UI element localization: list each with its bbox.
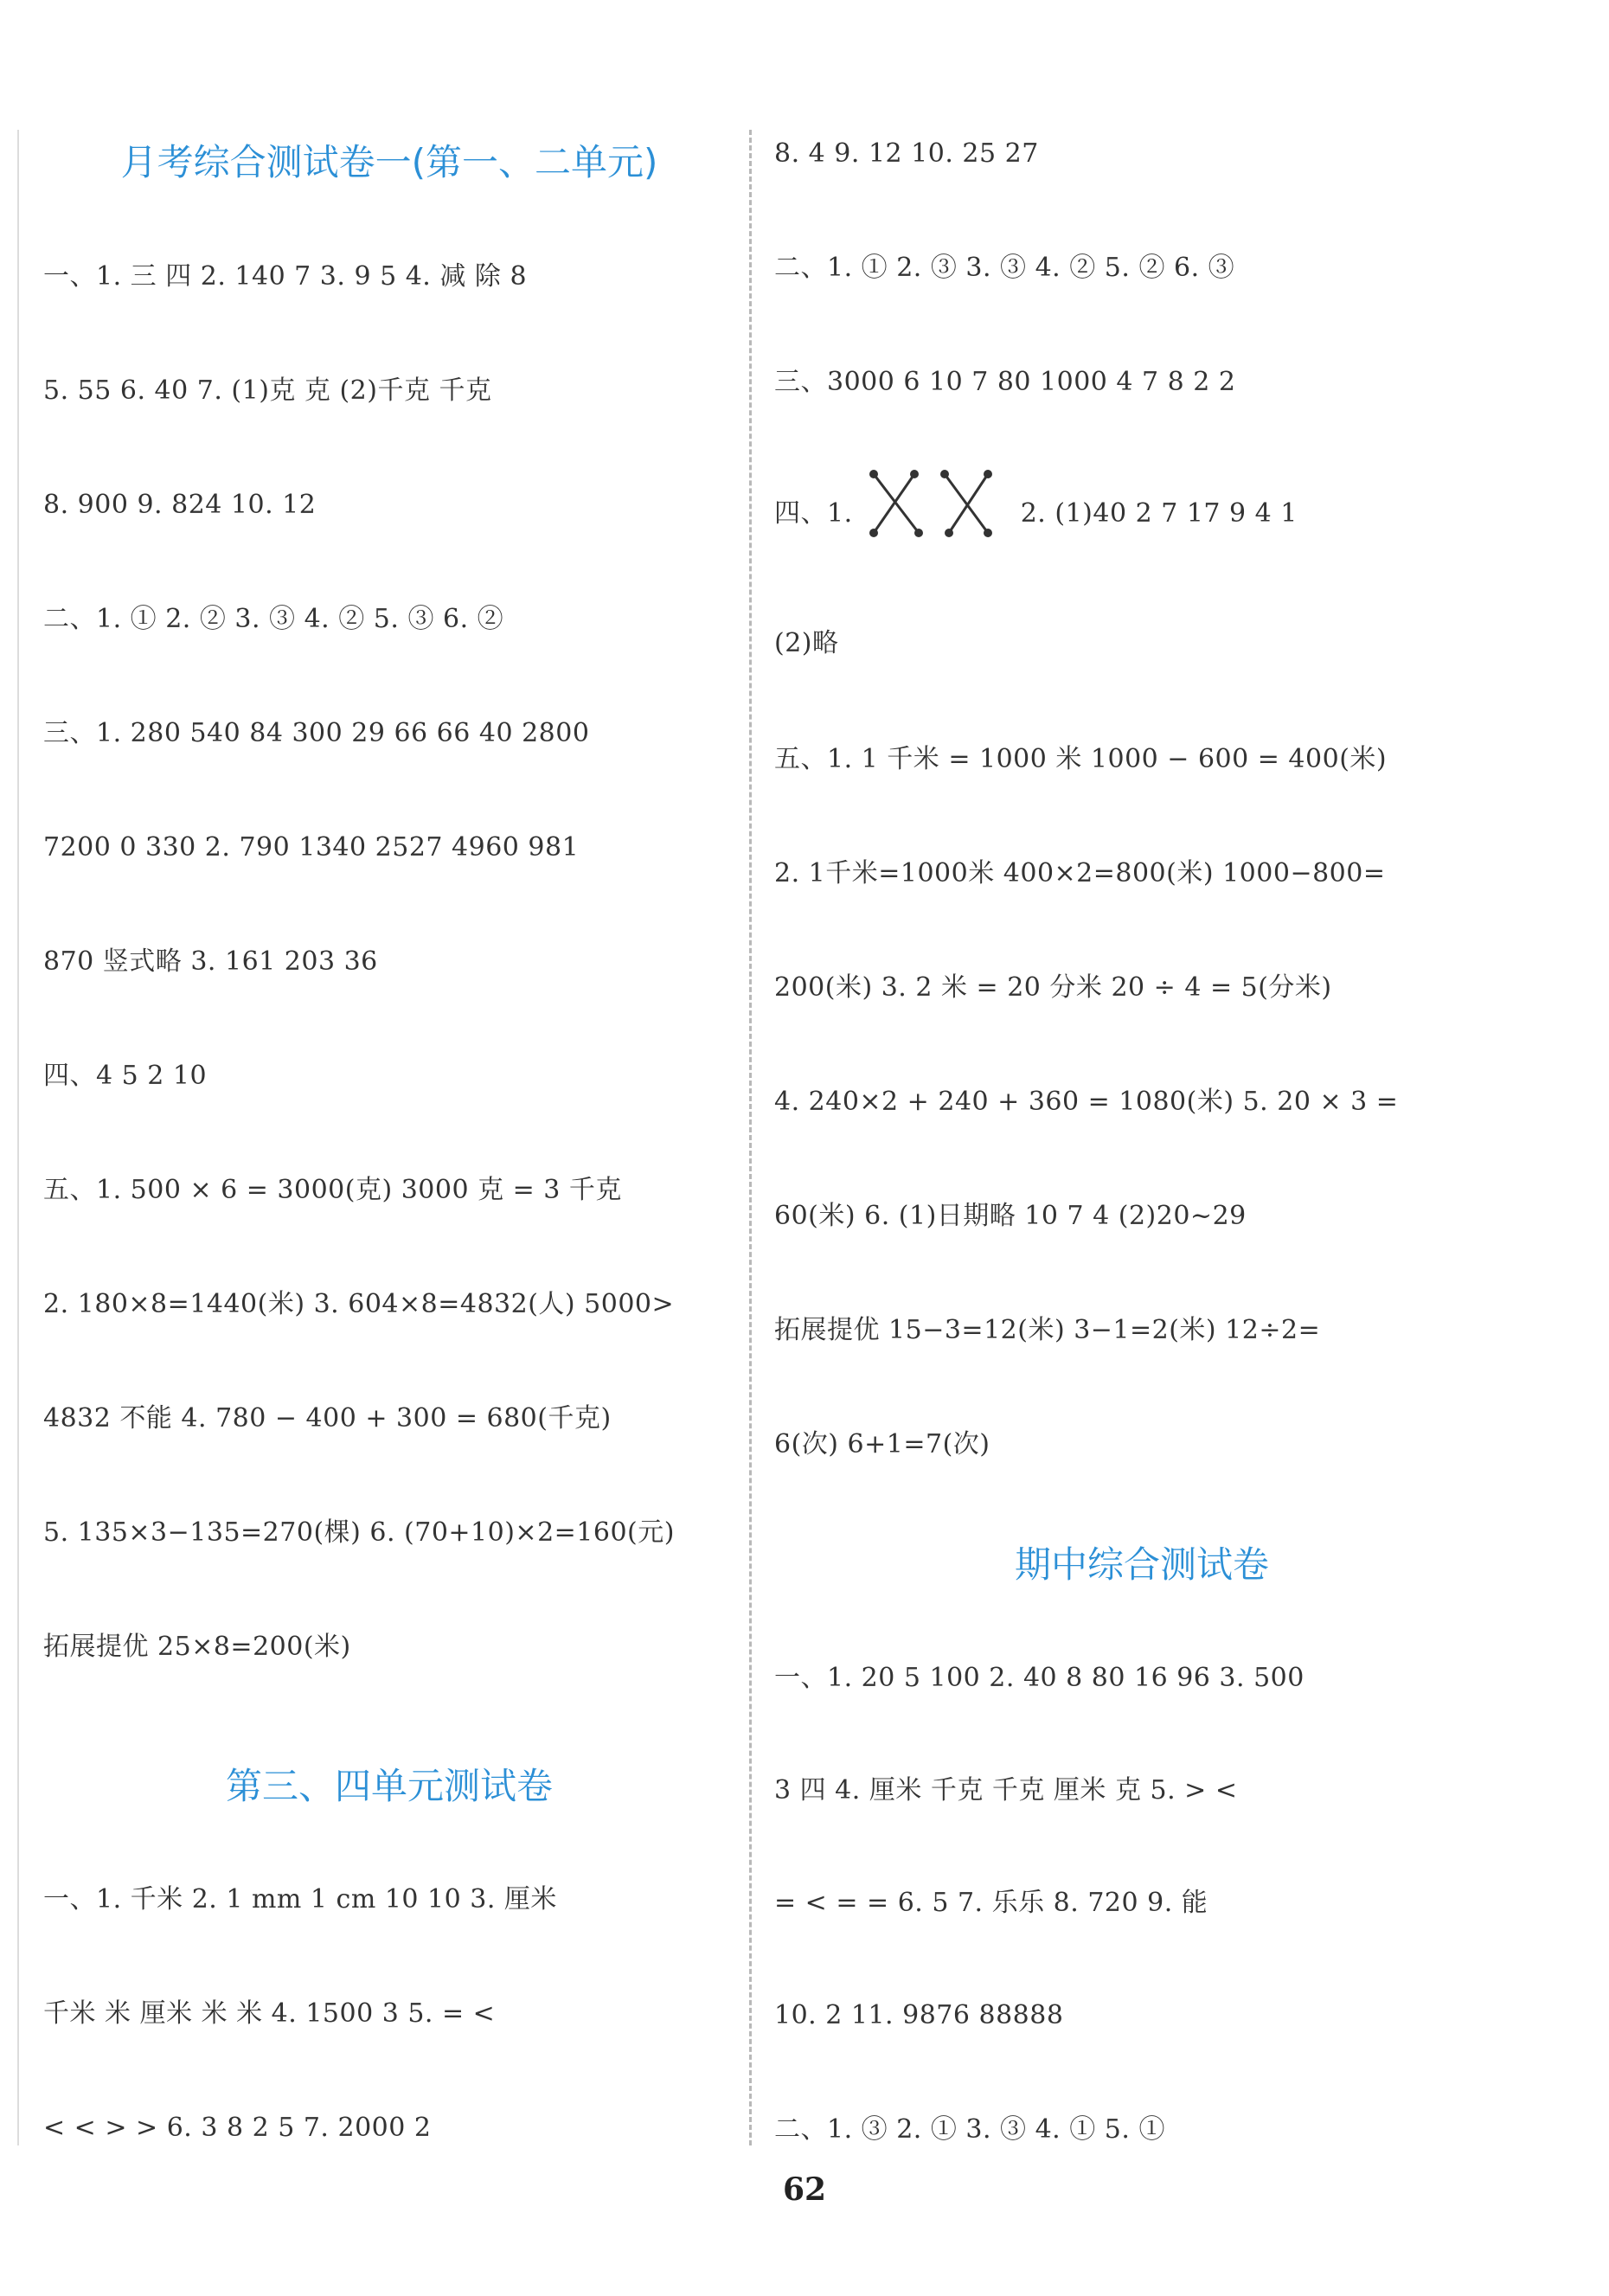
section-title-monthly-test-1: 月考综合测试卷一(第一、二单元) bbox=[120, 141, 658, 183]
answer-line: 千米 米 厘米 米 米 4. 1500 3 5. = < bbox=[43, 1998, 496, 2029]
answer-line: 五、1. 500 × 6 = 3000(克) 3000 克 = 3 千克 bbox=[43, 1175, 622, 1205]
section-title-midterm-test: 期中综合测试卷 bbox=[1014, 1543, 1269, 1586]
answer-line: 10. 2 11. 9876 88888 bbox=[774, 2000, 1064, 2030]
answer-line: < < > > 6. 3 8 2 5 7. 2000 2 bbox=[43, 2113, 432, 2143]
answer-line: 拓展提优 15−3=12(米) 3−1=2(米) 12÷2= bbox=[774, 1315, 1321, 1345]
answer-line: 一、1. 三 四 2. 140 7 3. 9 5 4. 减 除 8 bbox=[43, 261, 528, 292]
matching-prefix: 四、1. bbox=[774, 498, 853, 529]
answer-line: (2)略 bbox=[774, 628, 839, 658]
answer-line: 四、4 5 2 10 bbox=[43, 1061, 208, 1091]
answer-line: 5. 55 6. 40 7. (1)克 克 (2)千克 千克 bbox=[43, 375, 492, 406]
page-number: 62 bbox=[782, 2171, 827, 2208]
column-divider bbox=[749, 130, 752, 2145]
answer-line: 7200 0 330 2. 790 1340 2527 4960 981 bbox=[43, 832, 580, 863]
answer-line: 8. 900 9. 824 10. 12 bbox=[43, 490, 317, 520]
answer-line: 拓展提优 25×8=200(米) bbox=[43, 1632, 351, 1662]
section-title-unit-3-4-test: 第三、四单元测试卷 bbox=[225, 1765, 553, 1807]
answer-line: 4832 不能 4. 780 − 400 + 300 = 680(千克) bbox=[43, 1403, 612, 1433]
answer-line: 三、1. 280 540 84 300 29 66 66 40 2800 bbox=[43, 718, 590, 748]
answer-line: 一、1. 20 5 100 2. 40 8 80 16 96 3. 500 bbox=[774, 1663, 1305, 1693]
answer-line: 8. 4 9. 12 10. 25 27 bbox=[774, 138, 1039, 169]
answer-line: 二、1. ① 2. ② 3. ③ 4. ② 5. ③ 6. ② bbox=[43, 604, 504, 634]
answer-line: 二、1. ① 2. ③ 3. ③ 4. ② 5. ② 6. ③ bbox=[774, 253, 1235, 283]
answer-line: 二、1. ③ 2. ① 3. ③ 4. ① 5. ① bbox=[774, 2114, 1165, 2145]
answer-line: 6(次) 6+1=7(次) bbox=[774, 1429, 990, 1459]
answer-line: 4. 240×2 + 240 + 360 = 1080(米) 5. 20 × 3 = bbox=[774, 1087, 1399, 1117]
answer-line: 3 四 4. 厘米 千克 千克 厘米 克 5. > < bbox=[774, 1775, 1238, 1805]
page-edge-line bbox=[17, 130, 19, 2145]
matching-suffix: 2. (1)40 2 7 17 9 4 1 bbox=[1020, 498, 1298, 529]
answer-line: 2. 1千米=1000米 400×2=800(米) 1000−800= bbox=[774, 858, 1386, 888]
answer-line: 一、1. 千米 2. 1 mm 1 cm 10 10 3. 厘米 bbox=[43, 1884, 557, 1914]
answer-line: 200(米) 3. 2 米 = 20 分米 20 ÷ 4 = 5(分米) bbox=[774, 972, 1332, 1003]
answer-line: 五、1. 1 千米 = 1000 米 1000 − 600 = 400(米) bbox=[774, 744, 1388, 774]
answer-line: 870 竖式略 3. 161 203 36 bbox=[43, 946, 378, 977]
answer-line-with-matching bbox=[774, 467, 1298, 562]
answer-line: 三、3000 6 10 7 80 1000 4 7 8 2 2 bbox=[774, 367, 1236, 397]
answer-line: 5. 135×3−135=270(棵) 6. (70+10)×2=160(元) bbox=[43, 1517, 675, 1548]
matching-lines-figure bbox=[867, 467, 997, 562]
answer-line: = < = = 6. 5 7. 乐乐 8. 720 9. 能 bbox=[774, 1888, 1208, 1918]
answer-line: 2. 180×8=1440(米) 3. 604×8=4832(人) 5000> bbox=[43, 1289, 675, 1319]
answer-line: 60(米) 6. (1)日期略 10 7 4 (2)20~29 bbox=[774, 1201, 1247, 1231]
